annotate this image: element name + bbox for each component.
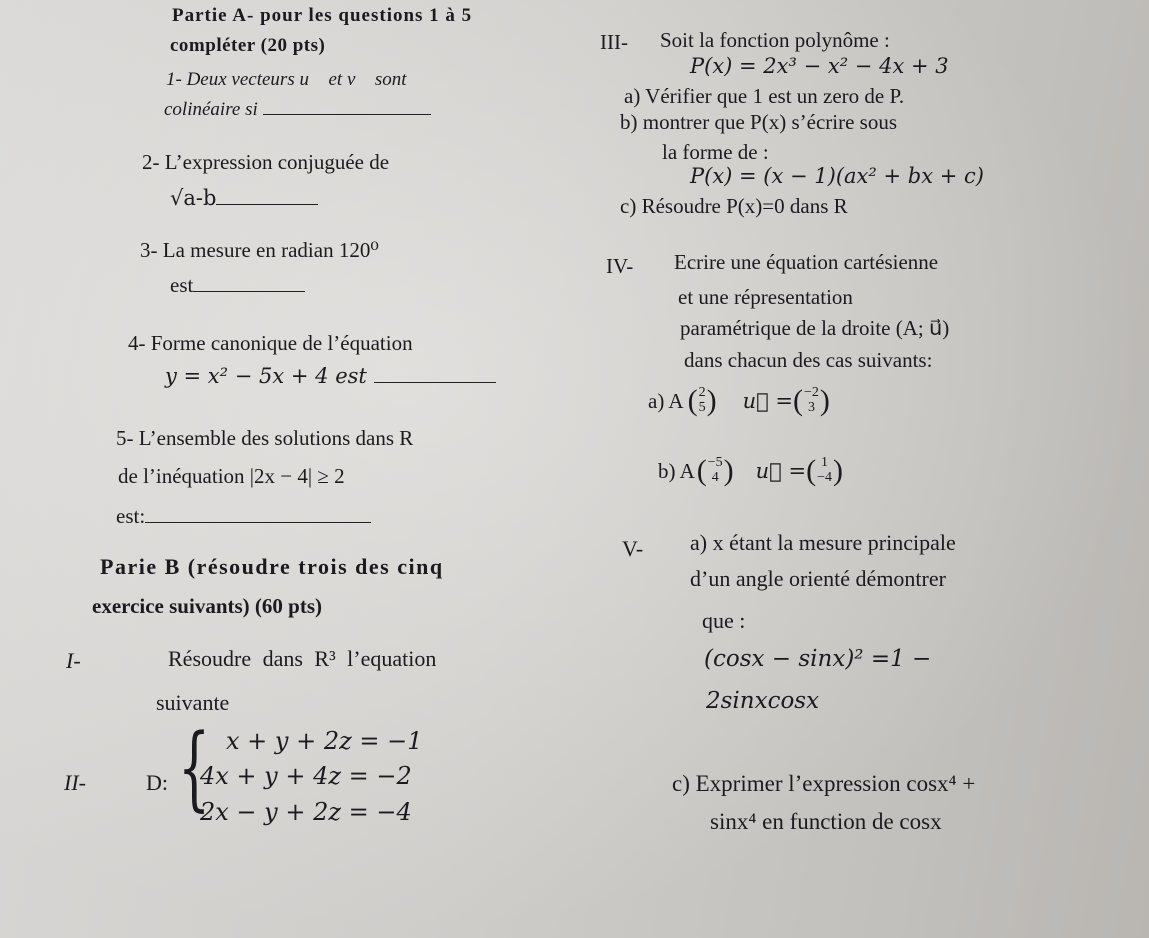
exercise-iii-b: b) montrer que P(x) s’écrire sous (620, 110, 897, 134)
part-b-title: Parie B (résoudre trois des cinq (100, 554, 444, 579)
exercise-i-line1: Résoudre dans R³ l’equation (168, 646, 437, 671)
exercise-v-a-line1: a) x étant la mesure principale (690, 530, 956, 555)
q5-line2: de l’inéquation |2x − 4| ≥ 2 (118, 464, 345, 488)
vector-component: −2 (803, 385, 819, 401)
answer-blank (263, 114, 431, 115)
q2-line2: √a-b (170, 188, 318, 209)
part-a-title: Partie A- pour les questions 1 à 5 (172, 5, 473, 26)
answer-blank (145, 522, 371, 523)
q3-line2: est (170, 275, 305, 296)
vector-component: 2 (698, 385, 706, 401)
q1-line2: colinéaire si (164, 100, 431, 119)
exercise-v-c-line2: sinx⁴ en function de cosx (710, 809, 942, 834)
q1-line1: 1- Deux vecteurs u⃗ et v⃗ sont (166, 69, 407, 90)
vector-component: −4 (817, 470, 832, 485)
exercise-iv-number: IV- (606, 254, 634, 278)
vector-u-label: u⃗ = (755, 458, 807, 483)
vector-component: 3 (807, 400, 815, 415)
exercise-iv-line3: paramétrique de la droite (A; u⃗) (680, 316, 950, 340)
exercise-v-number: V- (622, 536, 644, 561)
system-equation-3: 2x − y + 2z = −4 (200, 798, 412, 826)
case-a-label: a) A (648, 388, 684, 413)
part-b-title-line2: exercice suivants) (60 pts) (92, 594, 322, 618)
exercise-ii-number: II- (64, 770, 86, 795)
answer-blank (193, 291, 305, 292)
vector-component: 5 (698, 400, 706, 415)
exercise-i-line2: suivante (156, 690, 230, 715)
q4-line2: y = x² − 5x + 4 est (165, 366, 496, 387)
vector-b-u: ( 1 −4 ) (806, 454, 843, 487)
q2-line1: 2- L’expression conjuguée de (142, 150, 390, 174)
q3-line1: 3- La mesure en radian 120⁰ (140, 238, 379, 262)
exercise-v-a-line3: que : (702, 608, 746, 633)
identity-line2: 2sinxcosx (706, 688, 820, 714)
vector-a-u: ( −2 3 ) (792, 384, 830, 417)
vector-a-point: ( 2 5 ) (687, 384, 717, 417)
answer-blank (374, 382, 496, 383)
exercise-iii-c: c) Résoudre P(x)=0 dans R (620, 194, 848, 218)
system-brace: { (178, 714, 211, 821)
q5-line1: 5- L’ensemble des solutions dans R (116, 426, 414, 450)
answer-blank (216, 204, 318, 205)
vector-b-point: ( −5 4 ) (696, 454, 734, 487)
system-equation-2: 4x + y + 4z = −2 (200, 762, 412, 790)
exercise-iv-line1: Ecrire une équation cartésienne (674, 250, 939, 274)
system-equation-1: x + y + 2z = −1 (226, 727, 423, 755)
exercise-iii-number: III- (600, 30, 628, 54)
case-b-label: b) A (658, 458, 695, 483)
case-b (658, 456, 843, 486)
exercise-i-number: I- (66, 648, 81, 673)
exercise-v-c-line1: c) Exprimer l’expression cosx⁴ + (672, 771, 976, 796)
exercise-iii-a: a) Vérifier que 1 est un zero de P. (624, 84, 905, 108)
vector-component: 4 (711, 470, 719, 485)
q4-line1: 4- Forme canonique de l’équation (128, 331, 413, 355)
part-a-title-line2: compléter (20 pts) (170, 35, 326, 56)
case-a (648, 386, 830, 416)
vector-component: 1 (821, 455, 829, 471)
exercise-iv-line2: et une répresentation (678, 285, 853, 309)
exercise-iv-line4: dans chacun des cas suivants: (684, 348, 933, 372)
identity-line1: (cosx − sinx)² =1 − (704, 646, 932, 672)
exercise-iii-b-line2: la forme de : (662, 140, 769, 164)
vector-component: −5 (707, 455, 723, 471)
polynomial: P(x) = 2x³ − x² − 4x + 3 (690, 54, 949, 78)
factored-form: P(x) = (x − 1)(ax² + bx + c) (690, 164, 984, 188)
exercise-iii-line1: Soit la fonction polynôme : (660, 28, 890, 52)
q5-line3: est: (116, 506, 371, 527)
exercise-v-a-line2: d’un angle orienté démontrer (690, 566, 946, 591)
vector-u-label: u⃗ = (742, 388, 793, 413)
system-label: D: (146, 770, 168, 795)
